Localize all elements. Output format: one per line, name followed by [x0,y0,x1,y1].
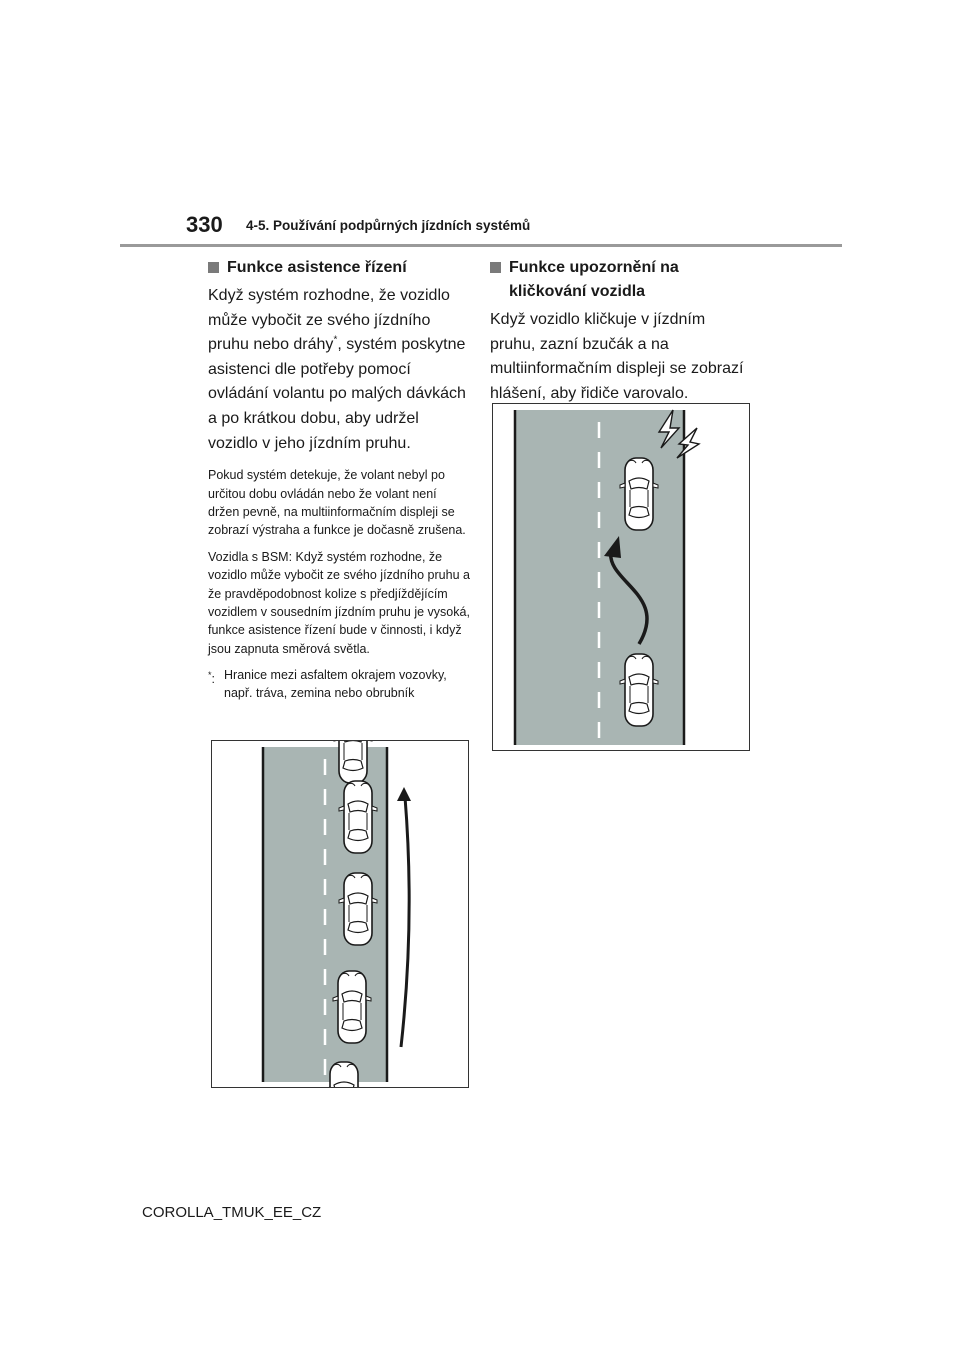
steering-warning-note: Pokud systém detekuje, že volant nebyl po určitou dobu ovládán nebo že volant není držen pevně, na multiinformačním displeji se zobrazí výstraha a funkce je dočasně zrušena. [208,468,466,538]
square-bullet-icon [490,262,501,273]
footnote-asterisk: * [208,670,212,681]
steering-assist-heading [208,256,470,280]
footnote-text: Hranice mezi asfaltem okrajem vozovky, např. tráva, zemina nebo obrubník [224,668,447,701]
car-icon [339,781,377,853]
header-rule [120,244,842,247]
car-icon [334,741,372,783]
page-number: 330 [186,212,223,237]
section-title: 4-5. Používání podpůrných jízdních systémů [246,218,531,233]
sway-warning-heading [490,256,752,304]
steering-assist-illustration [211,740,469,1088]
steering-assist-body-end: , systém poskytne asistenci dle potřeby pomocí ovládání volantu po malých dávkách a po krátkou dobu, aby udržel vozidlo v jeho jízdním pruhu. [208,336,466,452]
footnote-colon: : [211,672,215,687]
steering-assist-body [208,284,470,456]
car-icon [339,873,377,945]
footnote-reference: * [333,334,338,346]
document-code: COROLLA_TMUK_EE_CZ [142,1204,322,1221]
arrow-head [397,787,411,801]
car-icon [620,654,658,726]
steering-assist-body-start: Když systém rozhodne, že vozidlo může vybočit ze svého jízdního pruhu nebo dráhy [208,287,450,354]
sway-warning-body: Když vozidlo kličkuje v jízdním pruhu, zazní bzučák a na multiinformačním displeji se zobrazí hlášení, aby řidiče varovalo. [490,311,744,402]
footnote-marker [208,666,224,702]
car-icon [620,458,658,530]
square-bullet-icon [208,262,219,273]
right-column [490,256,752,416]
left-column [208,256,470,702]
steering-assist-heading-text: Funkce asistence řízení [227,259,407,276]
sway-warning-illustration [492,403,750,751]
curved-arrow-icon [401,797,409,1047]
car-icon [333,971,371,1043]
bsm-note: Vozidla s BSM: Když systém rozhodne, že vozidlo může vybočit ze svého jízdního pruhu a že pravděpodobnost kolize s předjíždějícím vozidlem v sousedním jízdním pruhu je vysoká, funkce asistence řízení bude v činnosti, i když jsou zapnuta směrová světla. [208,549,470,656]
footnote [208,666,470,702]
sway-warning-heading-text: Funkce upozornění na kličkování vozidla [509,259,679,300]
